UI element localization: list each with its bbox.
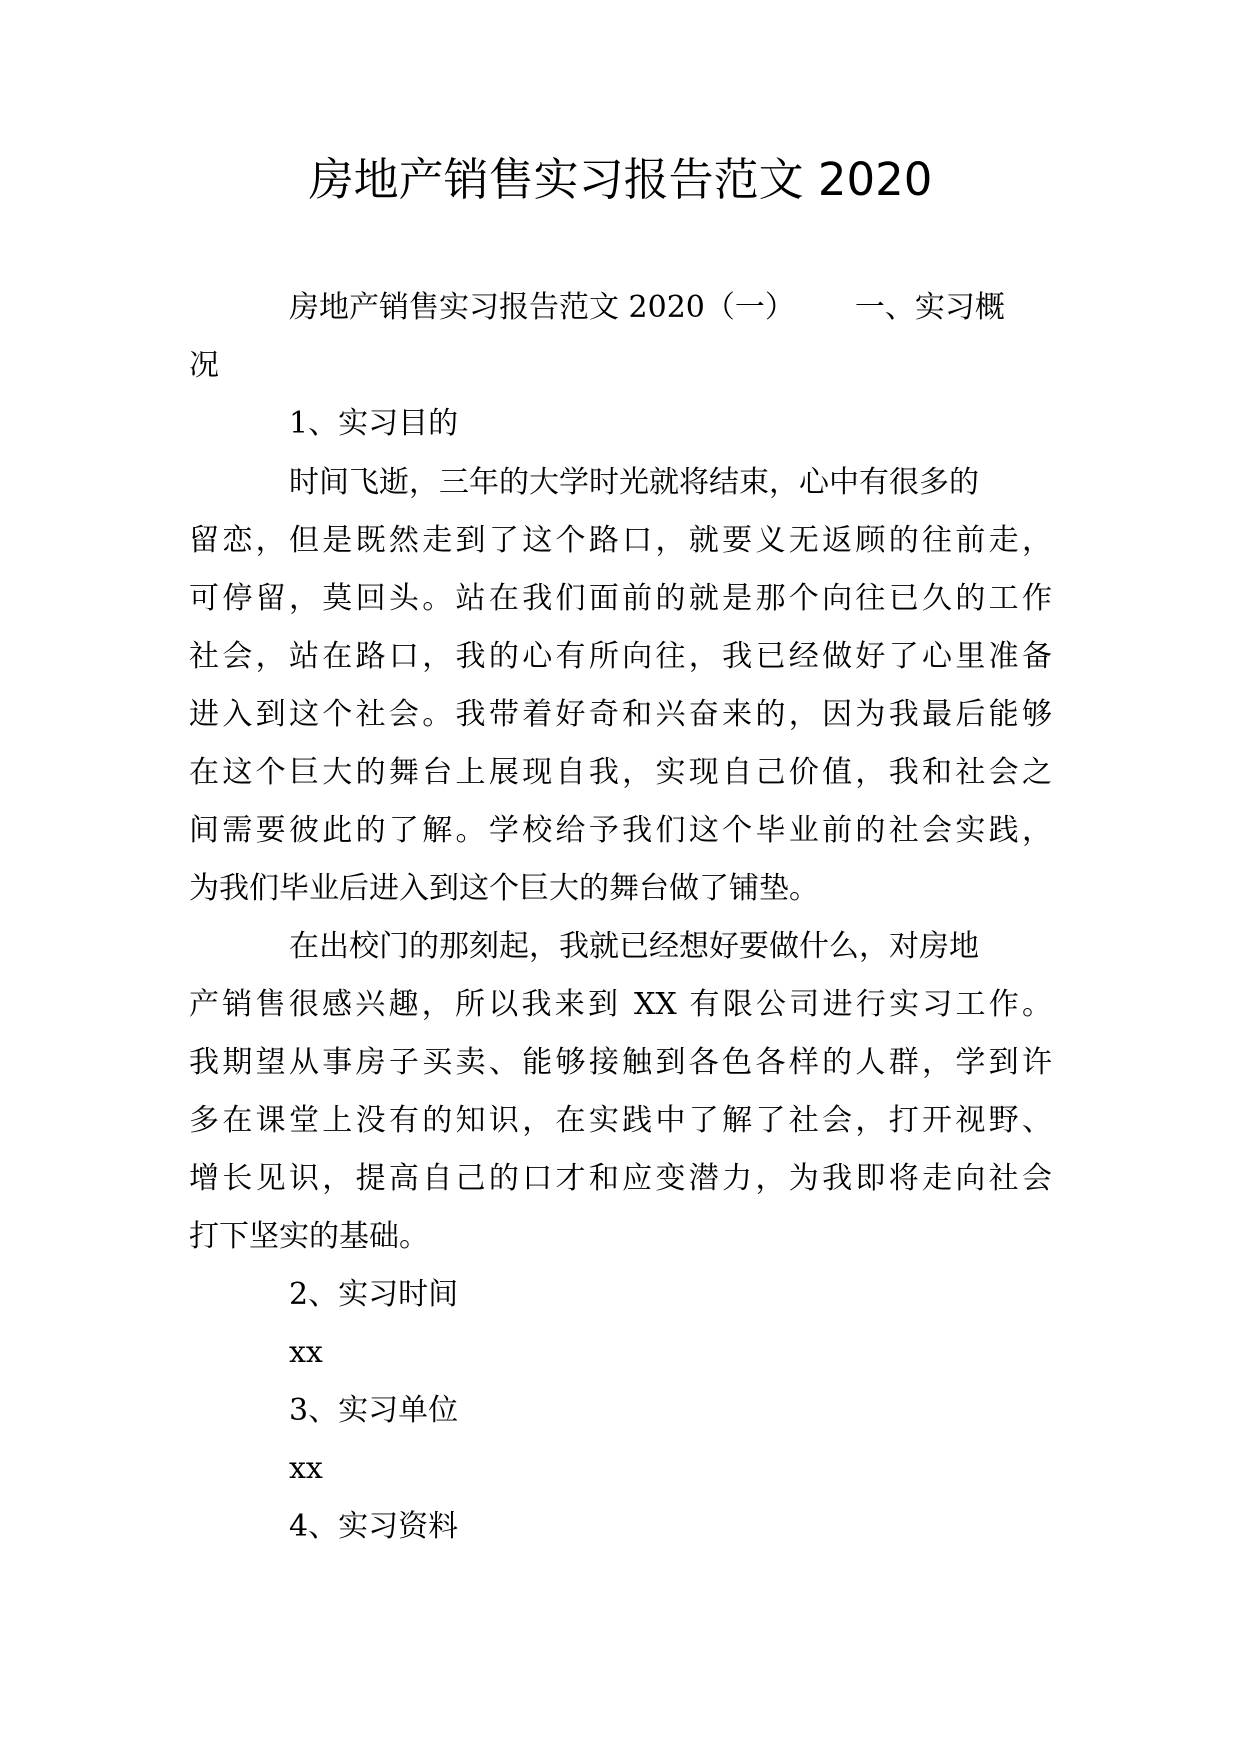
para1-line: 为我们毕业后进入到这个巨大的舞台做了铺垫。 [189,871,819,906]
para1-line: 时间飞逝，三年的大学时光就将结束，心中有很多的 [289,465,979,500]
para2-line: 增长见识，提高自己的口才和应变潜力，为我即将走向社会 [189,1161,1052,1196]
para2-line: 在出校门的那刻起，我就已经想好要做什么，对房地 [289,929,979,964]
para1-line: 间需要彼此的了解。学校给予我们这个毕业前的社会实践， [189,813,1052,848]
intro-heading: 房地产销售实习报告范文 2020（一） [289,290,795,325]
item-time: 2、实习时间 [289,1277,459,1312]
item-purpose: 1、实习目的 [289,406,459,441]
item-materials: 4、实习资料 [289,1509,459,1544]
intro-line [289,288,1005,328]
para2-line: 产销售很感兴趣，所以我来到 XX 有限公司进行实习工作。 [189,987,1052,1022]
item-unit: 3、实习单位 [289,1393,459,1428]
para1-line: 进入到这个社会。我带着好奇和兴奋来的，因为我最后能够 [189,697,1052,732]
item-unit-value: xx [289,1451,323,1486]
para1-line: 可停留，莫回头。站在我们面前的就是那个向往已久的工作 [189,581,1052,616]
section-heading-start: 一、实习概 [854,290,1005,325]
section-heading-end: 况 [189,348,219,383]
para1-line: 在这个巨大的舞台上展现自我，实现自己价值，我和社会之 [189,755,1052,790]
para2-line: 打下坚实的基础。 [189,1219,429,1254]
document-title: 房地产销售实习报告范文 2020 [308,153,933,206]
item-time-value: xx [289,1335,323,1370]
para2-line: 我期望从事房子买卖、能够接触到各色各样的人群，学到许 [189,1045,1052,1080]
para2-line: 多在课堂上没有的知识，在实践中了解了社会，打开视野、 [189,1103,1052,1138]
para1-line: 留恋，但是既然走到了这个路口，就要义无返顾的往前走， [189,523,1052,558]
para1-line: 社会，站在路口，我的心有所向往，我已经做好了心里准备 [189,639,1052,674]
